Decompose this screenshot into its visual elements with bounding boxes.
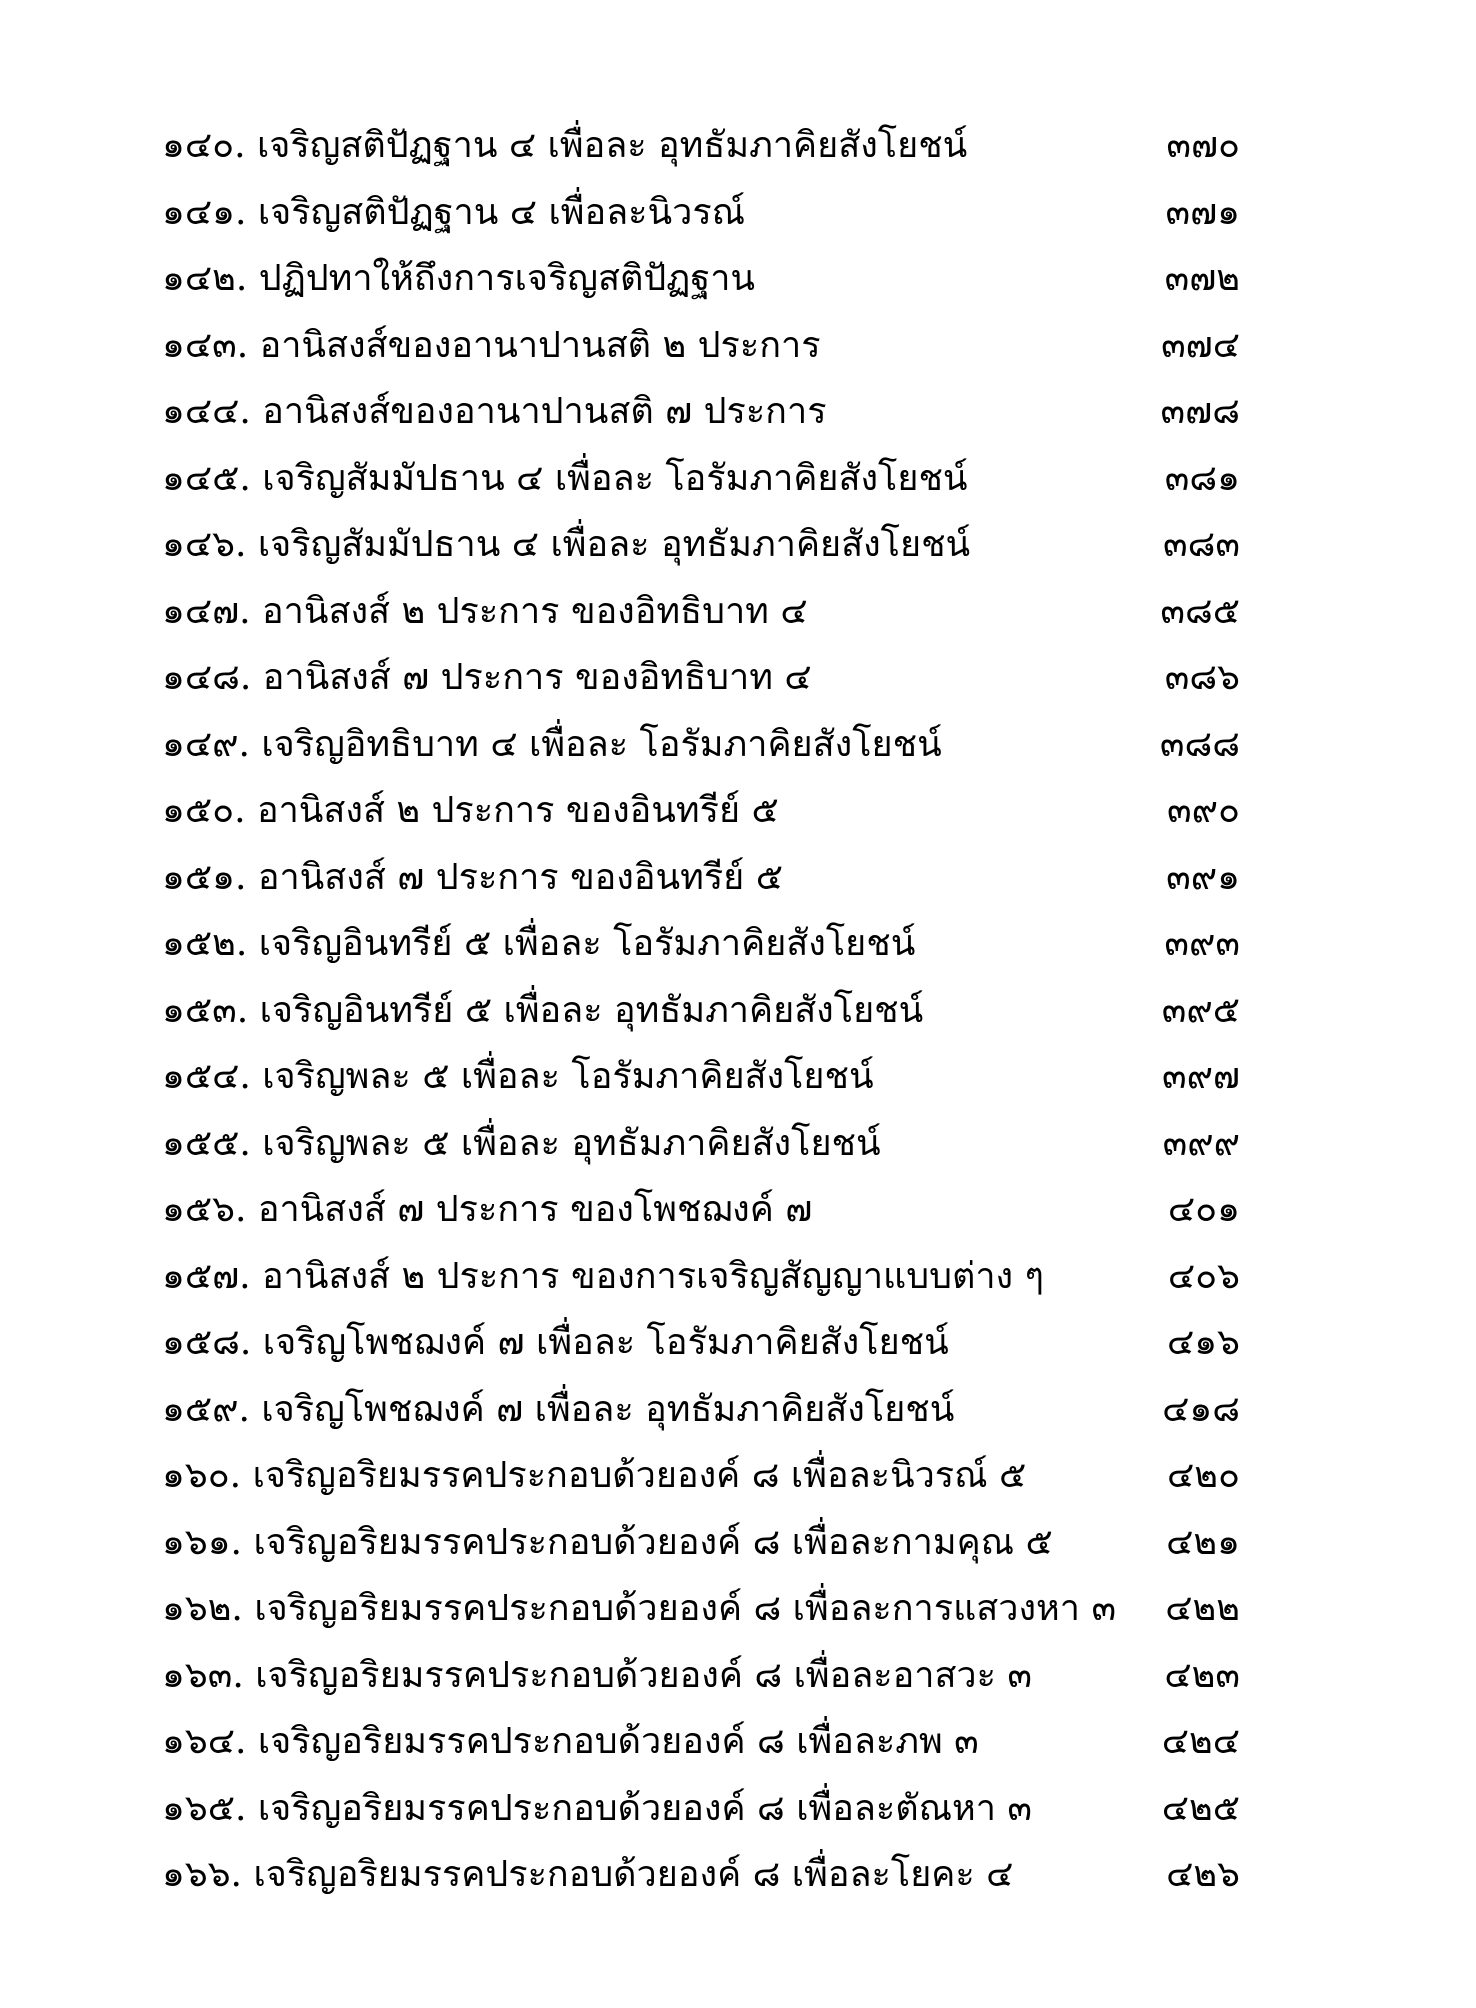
toc-entry-title: ๑๕๕. เจริญพละ ๕ เพื่อละ อุทธัมภาคิยสังโยชน์ bbox=[162, 1122, 881, 1164]
toc-entry-title: ๑๔๘. อานิสงส์ ๗ ประการ ของอิทธิบาท ๔ bbox=[162, 657, 812, 698]
toc-entry-page: ๔๐๖ bbox=[1167, 1255, 1240, 1297]
toc-entry-title: ๑๖๐. เจริญอริยมรรคประกอบด้วยองค์ ๘ เพื่อละนิวรณ์ ๕ bbox=[162, 1455, 1027, 1496]
toc-entry-page: ๔๑๘ bbox=[1162, 1388, 1240, 1430]
table-of-contents bbox=[0, 113, 1476, 1909]
toc-entry-page: ๓๙๓ bbox=[1164, 923, 1240, 964]
toc-entry-page: ๓๗๑ bbox=[1165, 191, 1240, 233]
toc-entry-page: ๓๗๒ bbox=[1164, 258, 1240, 299]
toc-entry bbox=[0, 1310, 1476, 1377]
toc-entry-page: ๔๒๕ bbox=[1161, 1787, 1240, 1829]
toc-entry-page: ๔๒๐ bbox=[1167, 1455, 1240, 1496]
toc-entry-title: ๑๕๑. อานิสงส์ ๗ ประการ ของอินทรีย์ ๕ bbox=[162, 856, 783, 898]
toc-entry-page: ๔๒๖ bbox=[1166, 1854, 1240, 1895]
toc-entry bbox=[0, 446, 1476, 513]
toc-entry bbox=[0, 1643, 1476, 1710]
toc-entry-title: ๑๖๔. เจริญอริยมรรคประกอบด้วยองค์ ๘ เพื่อละภพ ๓ bbox=[162, 1721, 979, 1762]
toc-entry-page: ๓๙๕ bbox=[1161, 989, 1240, 1031]
toc-entry bbox=[0, 1377, 1476, 1444]
toc-entry-page: ๓๙๑ bbox=[1166, 856, 1240, 898]
toc-entry bbox=[0, 1177, 1476, 1244]
toc-entry bbox=[0, 1111, 1476, 1178]
toc-entry-title: ๑๕๘. เจริญโพชฌงค์ ๗ เพื่อละ โอรัมภาคิยสังโยชน์ bbox=[162, 1322, 949, 1363]
toc-entry-page: ๓๘๕ bbox=[1160, 590, 1240, 632]
toc-entry-page: ๔๐๑ bbox=[1167, 1189, 1240, 1230]
toc-entry-title: ๑๔๑. เจริญสติปัฏฐาน ๔ เพื่อละนิวรณ์ bbox=[162, 191, 746, 233]
toc-entry-title: ๑๖๕. เจริญอริยมรรคประกอบด้วยองค์ ๘ เพื่อละตัณหา ๓ bbox=[162, 1787, 1033, 1829]
toc-entry-title: ๑๕๔. เจริญพละ ๕ เพื่อละ โอรัมภาคิยสังโยชน์ bbox=[162, 1056, 874, 1097]
toc-entry-title: ๑๕๒. เจริญอินทรีย์ ๕ เพื่อละ โอรัมภาคิยสังโยชน์ bbox=[162, 923, 916, 964]
toc-entry-page: ๔๒๓ bbox=[1164, 1654, 1240, 1696]
toc-entry-page: ๓๙๗ bbox=[1161, 1056, 1240, 1097]
toc-entry bbox=[0, 180, 1476, 247]
toc-entry-title: ๑๔๕. เจริญสัมมัปธาน ๔ เพื่อละ โอรัมภาคิยสังโยชน์ bbox=[162, 457, 968, 499]
toc-entry-page: ๔๒๔ bbox=[1161, 1721, 1240, 1762]
toc-entry-title: ๑๕๗. อานิสงส์ ๒ ประการ ของการเจริญสัญญาแบบต่าง ๆ bbox=[162, 1255, 1044, 1297]
toc-entry bbox=[0, 313, 1476, 380]
toc-entry-page: ๓๙๐ bbox=[1167, 790, 1240, 831]
toc-entry bbox=[0, 113, 1476, 180]
toc-entry-title: ๑๕๙. เจริญโพชฌงค์ ๗ เพื่อละ อุทธัมภาคิยสังโยชน์ bbox=[162, 1388, 955, 1430]
toc-entry bbox=[0, 379, 1476, 446]
toc-entry bbox=[0, 645, 1476, 712]
toc-entry-title: ๑๖๒. เจริญอริยมรรคประกอบด้วยองค์ ๘ เพื่อละการแสวงหา ๓ bbox=[162, 1588, 1117, 1629]
toc-entry-title: ๑๔๓. อานิสงส์ของอานาปานสติ ๒ ประการ bbox=[162, 324, 821, 366]
toc-entry bbox=[0, 1044, 1476, 1111]
toc-entry bbox=[0, 579, 1476, 646]
toc-entry bbox=[0, 1576, 1476, 1643]
toc-entry bbox=[0, 1244, 1476, 1311]
toc-entry-title: ๑๖๑. เจริญอริยมรรคประกอบด้วยองค์ ๘ เพื่อละกามคุณ ๕ bbox=[162, 1521, 1053, 1563]
toc-entry-title: ๑๕๐. อานิสงส์ ๒ ประการ ของอินทรีย์ ๕ bbox=[162, 790, 779, 831]
toc-entry bbox=[0, 1510, 1476, 1577]
toc-entry-title: ๑๔๐. เจริญสติปัฏฐาน ๔ เพื่อละ อุทธัมภาคิยสังโยชน์ bbox=[162, 125, 968, 166]
toc-entry-page: ๔๒๑ bbox=[1166, 1521, 1240, 1563]
toc-entry-page: ๓๘๖ bbox=[1164, 657, 1240, 698]
toc-entry bbox=[0, 512, 1476, 579]
toc-entry-title: ๑๕๖. อานิสงส์ ๗ ประการ ของโพชฌงค์ ๗ bbox=[162, 1189, 813, 1230]
toc-entry bbox=[0, 911, 1476, 978]
toc-entry-page: ๔๑๖ bbox=[1167, 1322, 1240, 1363]
toc-entry-title: ๑๔๖. เจริญสัมมัปธาน ๔ เพื่อละ อุทธัมภาคิยสังโยชน์ bbox=[162, 524, 971, 565]
toc-entry-title: ๑๕๓. เจริญอินทรีย์ ๕ เพื่อละ อุทธัมภาคิยสังโยชน์ bbox=[162, 989, 924, 1031]
toc-entry-title: ๑๔๗. อานิสงส์ ๒ ประการ ของอิทธิบาท ๔ bbox=[162, 590, 808, 632]
toc-entry bbox=[0, 1709, 1476, 1776]
toc-entry-title: ๑๖๖. เจริญอริยมรรคประกอบด้วยองค์ ๘ เพื่อละโยคะ ๔ bbox=[162, 1854, 1014, 1895]
toc-entry-page: ๓๘๘ bbox=[1159, 723, 1240, 765]
toc-entry-page: ๔๒๒ bbox=[1165, 1588, 1240, 1629]
toc-entry-page: ๓๘๑ bbox=[1164, 457, 1240, 499]
toc-entry bbox=[0, 845, 1476, 912]
toc-entry-title: ๑๔๔. อานิสงส์ของอานาปานสติ ๗ ประการ bbox=[162, 391, 827, 432]
toc-entry bbox=[0, 978, 1476, 1045]
toc-entry-title: ๑๔๙. เจริญอิทธิบาท ๔ เพื่อละ โอรัมภาคิยสังโยชน์ bbox=[162, 723, 942, 765]
toc-entry-title: ๑๖๓. เจริญอริยมรรคประกอบด้วยองค์ ๘ เพื่อละอาสวะ ๓ bbox=[162, 1654, 1033, 1696]
toc-entry-page: ๓๙๙ bbox=[1162, 1122, 1240, 1164]
toc-entry bbox=[0, 1443, 1476, 1510]
toc-entry bbox=[0, 778, 1476, 845]
toc-entry-page: ๓๗๔ bbox=[1161, 324, 1240, 366]
toc-entry-page: ๓๗๘ bbox=[1160, 391, 1240, 432]
toc-entry-page: ๓๘๓ bbox=[1163, 524, 1240, 565]
toc-entry bbox=[0, 1842, 1476, 1909]
toc-entry bbox=[0, 246, 1476, 313]
toc-entry bbox=[0, 1776, 1476, 1843]
toc-entry bbox=[0, 712, 1476, 779]
toc-entry-title: ๑๔๒. ปฏิปทาให้ถึงการเจริญสติปัฏฐาน bbox=[162, 258, 756, 299]
toc-entry-page: ๓๗๐ bbox=[1166, 125, 1240, 166]
